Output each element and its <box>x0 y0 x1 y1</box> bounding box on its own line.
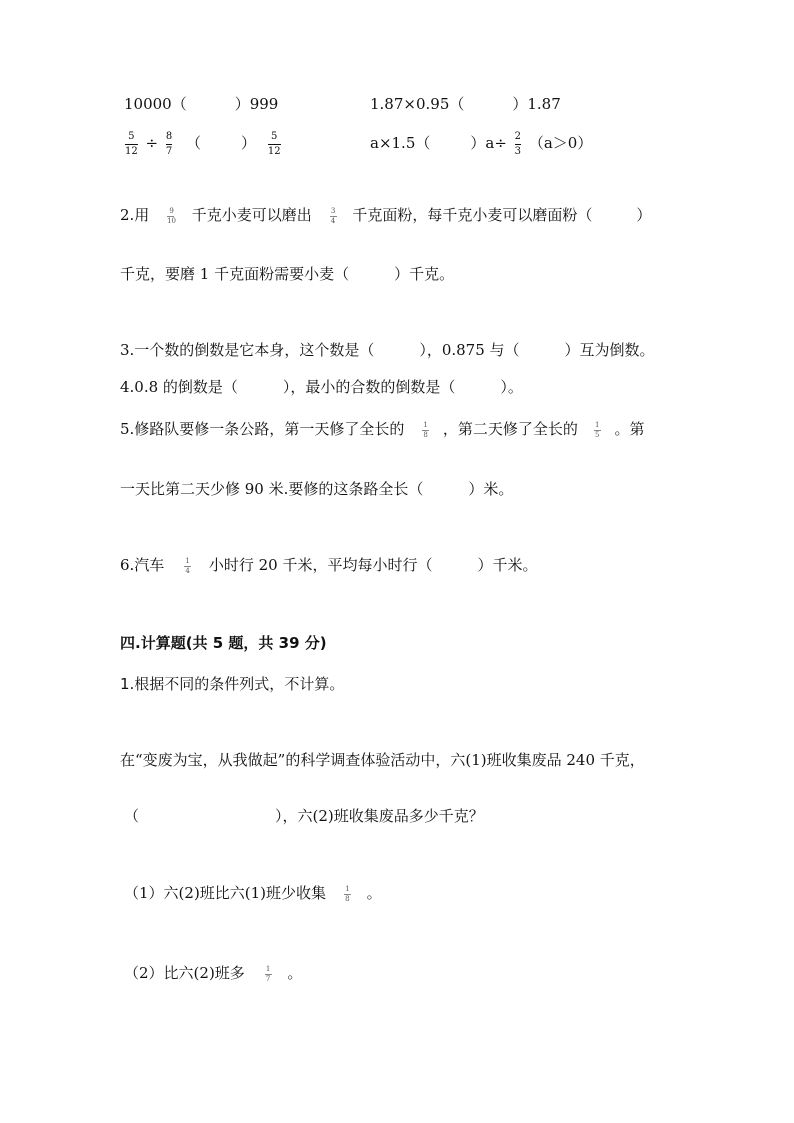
section-4-sub-1 <box>124 878 382 908</box>
row2-right-a: a×1.5（ <box>370 134 431 152</box>
q2-text-4: ） <box>636 206 652 224</box>
fraction-5-12-b: $\frac{5}{12}$ <box>267 130 281 157</box>
row1-left-b: ）999 <box>234 95 279 113</box>
fraction-1-4: $\frac{1}{4}$ <box>185 556 190 575</box>
row2-right-b: ）a÷ <box>470 134 507 152</box>
section-4-question-1: 1.根据不同的条件列式，不计算。 <box>120 675 345 693</box>
q2-text-1: 2.用 <box>120 206 150 224</box>
sub2-text-2: 。 <box>287 964 303 982</box>
compare-row-2-right <box>370 128 592 158</box>
question-6 <box>120 550 538 580</box>
fraction-5-12: $\frac{5}{12}$ <box>125 130 138 157</box>
fraction-2-3: $\frac{2}{3}$ <box>514 130 522 157</box>
fraction-1-8-sub: $\frac{1}{8}$ <box>345 884 350 903</box>
fraction-1-5: $\frac{1}{5}$ <box>594 420 600 439</box>
fraction-1-7: $\frac{1}{7}$ <box>265 964 271 983</box>
section-4-sub-2 <box>124 958 302 988</box>
row1-right-a: 1.87×0.95（ <box>370 95 465 113</box>
question-5-line-2: 一天比第二天少修 90 米.要修的这条路全长（ ）米。 <box>120 480 514 498</box>
question-4: 4.0.8 的倒数是（ ），最小的合数的倒数是（ ）。 <box>120 378 523 396</box>
q6-text-2: 小时行 20 千米，平均每小时行（ ）千米。 <box>208 556 538 574</box>
question-2-line-2: 千克，要磨 1 千克面粉需要小麦（ ）千克。 <box>120 265 455 283</box>
question-3: 3.一个数的倒数是它本身，这个数是（ ），0.875 与（ ）互为倒数。 <box>120 341 655 359</box>
fraction-3-4: $\frac{3}{4}$ <box>330 206 336 225</box>
row2-left-close: ） <box>241 134 257 152</box>
section-4-blank-line <box>124 806 484 826</box>
blank-close: ），六(2)班收集废品多少千克？ <box>275 807 484 825</box>
q5-text-1: 5.修路队要修一条公路，第一天修了全长的 <box>120 420 405 438</box>
divide-sign: ÷ <box>145 134 159 152</box>
q5-text-3: 。第 <box>614 420 645 438</box>
section-4-title: 四.计算题(共 5 题，共 39 分) <box>120 634 327 652</box>
q5-text-2: ，第二天修了全长的 <box>442 420 578 438</box>
compare-row-1-left <box>124 94 278 114</box>
row1-right-b: ）1.87 <box>512 95 561 113</box>
row2-right-c: （a＞0） <box>528 134 593 152</box>
compare-row-1-right <box>370 94 561 114</box>
section-4-context: 在“变废为宝，从我做起”的科学调查体验活动中，六(1)班收集废品 240 千克， <box>120 751 645 769</box>
sub1-text-1: （1）六(2)班比六(1)班少收集 <box>124 884 327 902</box>
sub2-text-1: （2）比六(2)班多 <box>124 964 245 982</box>
question-5-line-1 <box>120 414 644 444</box>
q2-text-2: 千克小麦可以磨出 <box>191 206 312 224</box>
q6-text-1: 6.汽车 <box>120 556 165 574</box>
blank-open: （ <box>124 807 140 825</box>
fraction-1-8: $\frac{1}{8}$ <box>423 420 428 439</box>
question-2-line-1 <box>120 200 651 230</box>
compare-row-2-left <box>122 128 284 158</box>
q2-text-3: 千克面粉，每千克小麦可以磨面粉（ <box>352 206 593 224</box>
row1-left-a: 10000（ <box>124 95 187 113</box>
sub1-text-2: 。 <box>366 884 382 902</box>
fraction-8-7: $\frac{8}{7}$ <box>165 130 173 157</box>
row2-left-open: （ <box>186 134 202 152</box>
fraction-9-10: $\frac{9}{10}$ <box>167 206 177 225</box>
